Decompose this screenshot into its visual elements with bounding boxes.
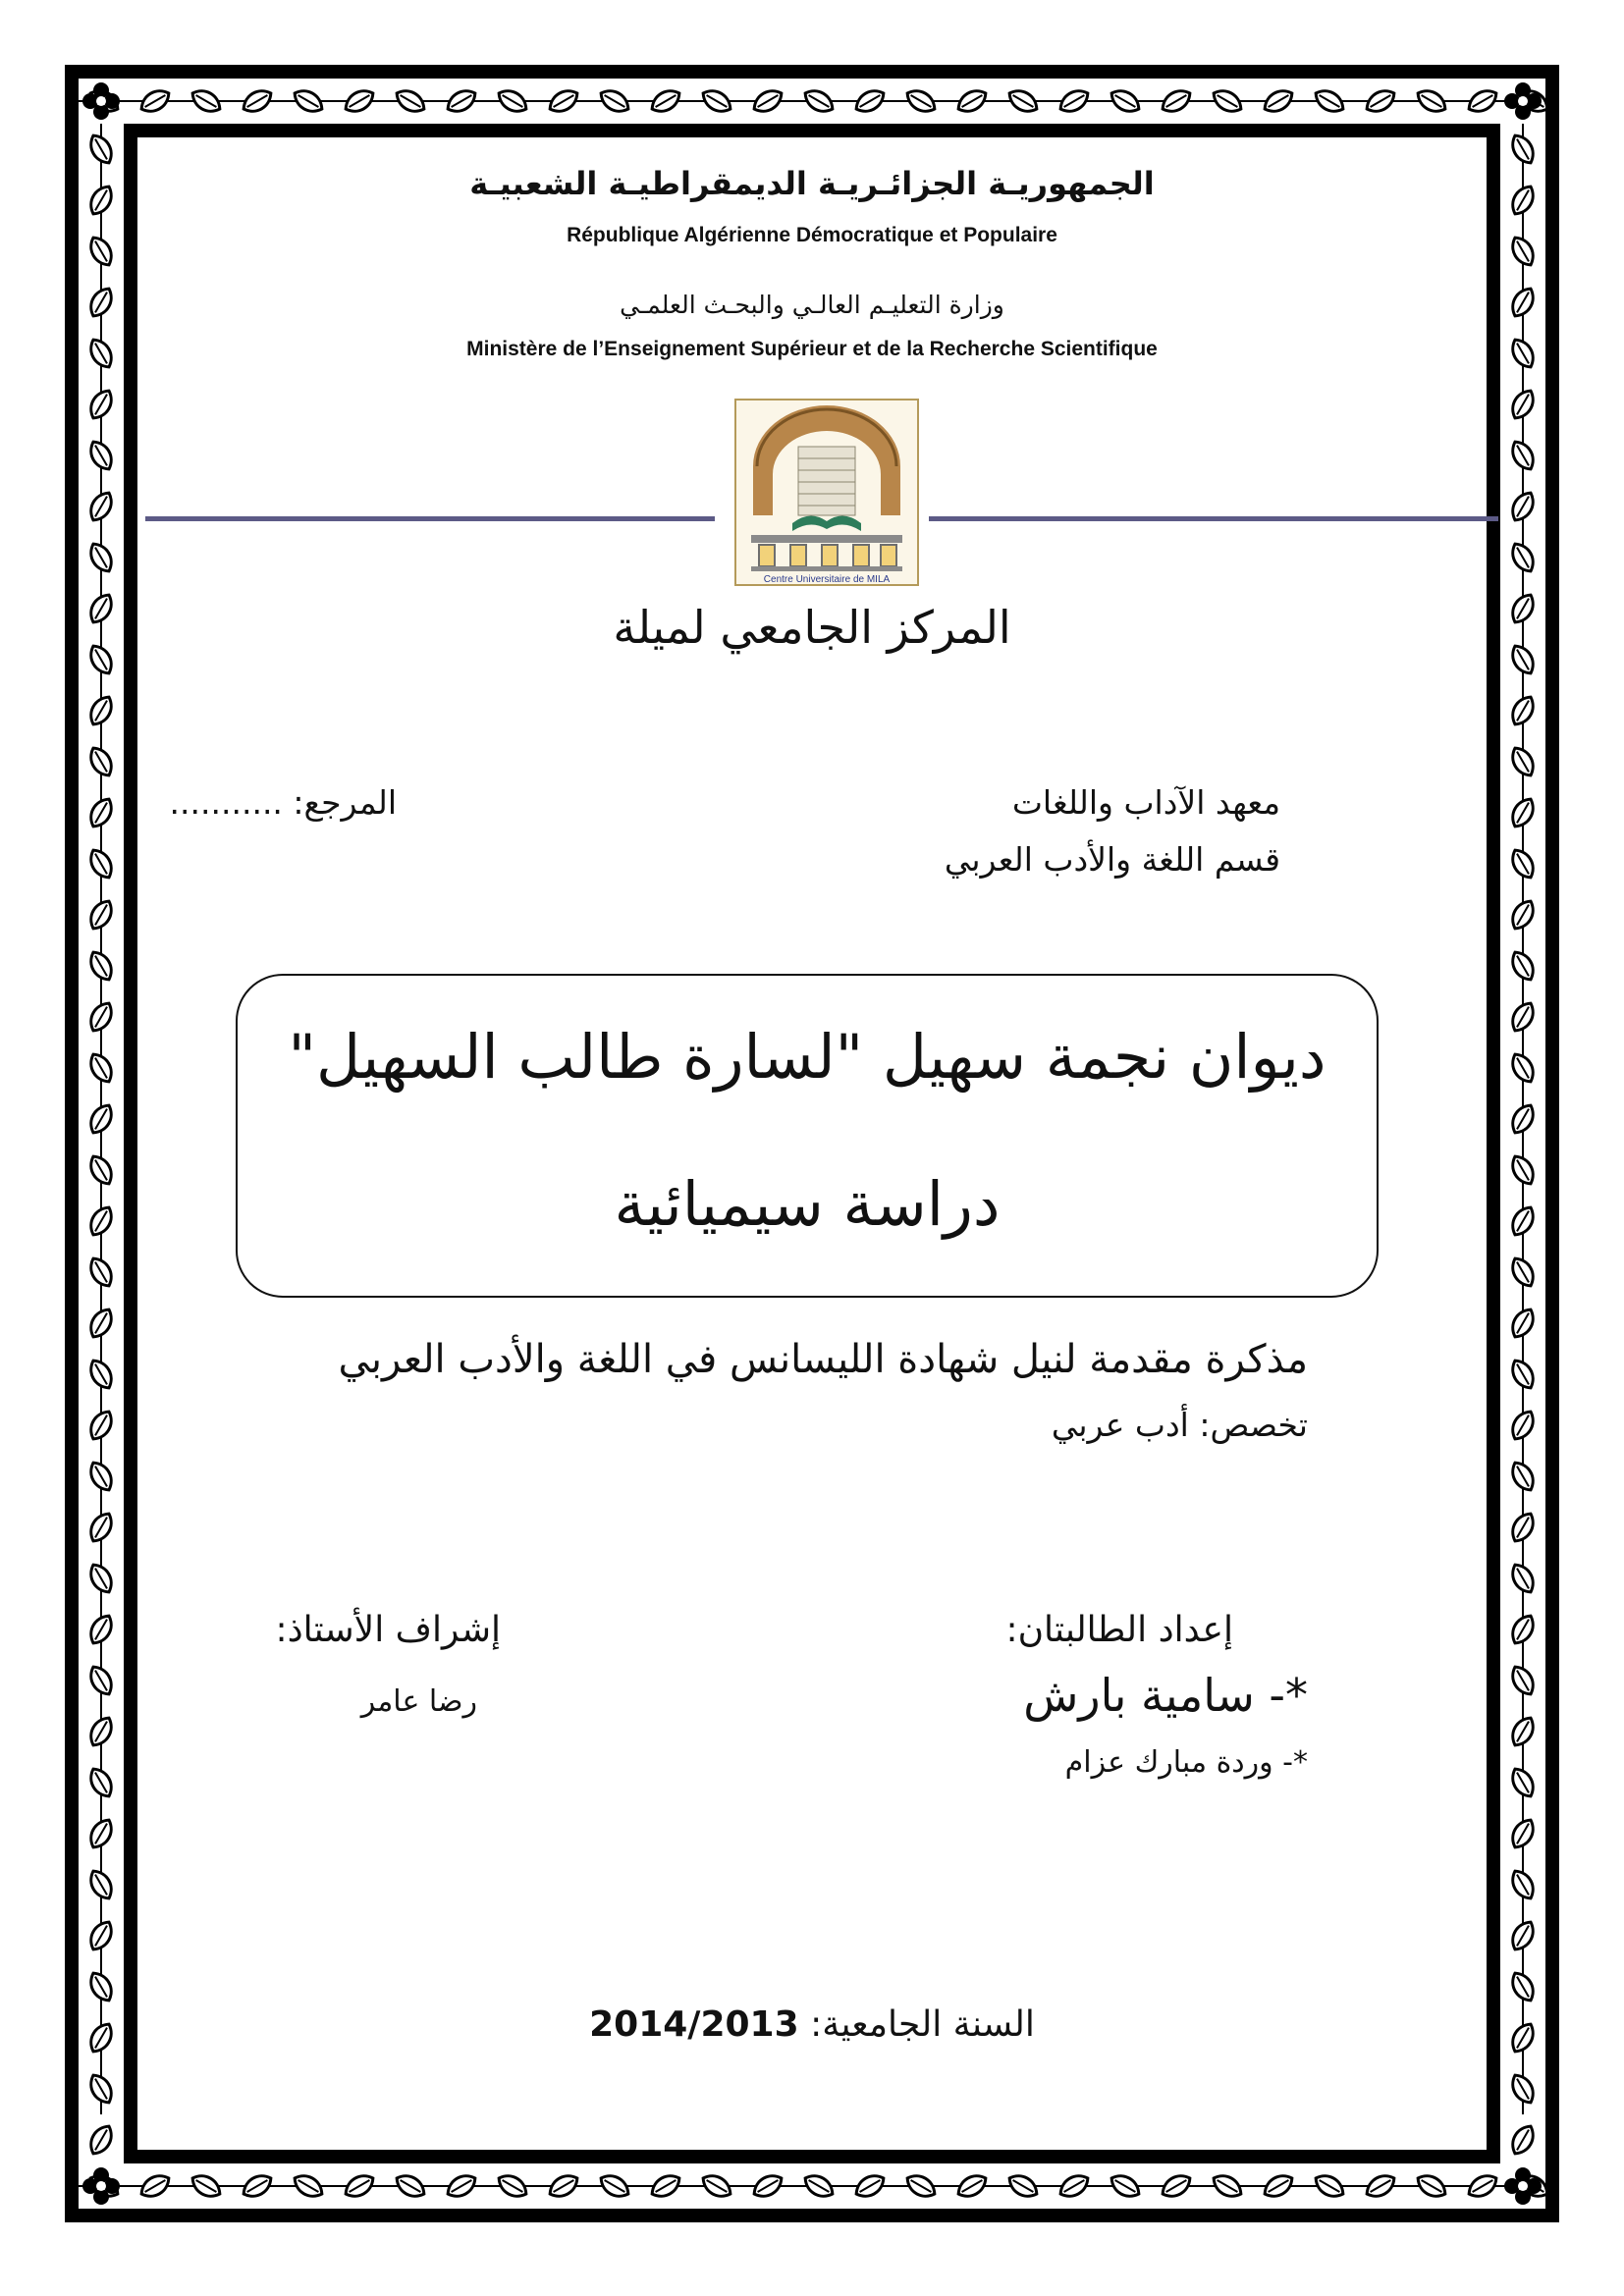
thesis-title-line1: ديوان نجمة سهيل "لسارة طالب السهيل" bbox=[288, 1021, 1326, 1093]
border-ornament-top bbox=[79, 79, 1545, 124]
academic-year-value: 2014/2013 bbox=[589, 2004, 799, 2045]
border-ornament-left bbox=[79, 124, 124, 2163]
academic-year-label: السنة الجامعية: bbox=[798, 2004, 1035, 2045]
border-ornament-bottom bbox=[79, 2163, 1545, 2209]
student-name-2: *- وردة مبارك عزام bbox=[1064, 1745, 1308, 1780]
flower-corner-icon bbox=[79, 2163, 124, 2209]
institute-name: معهد الآداب واللغات bbox=[1011, 783, 1280, 822]
ministry-fr: Ministère de l’Enseignement Supérieur et de la Recherche Scientifique bbox=[466, 338, 1158, 360]
reference-field: المرجع: ........... bbox=[169, 783, 397, 822]
flower-corner-icon bbox=[1500, 79, 1545, 124]
supervisor-name: رضا عامر bbox=[360, 1684, 477, 1719]
logo-caption: Centre Universitaire de MILA bbox=[763, 574, 891, 585]
department-name: قسم اللغة والأدب العربي bbox=[944, 840, 1280, 879]
university-center-name: المركز الجامعي لميلة bbox=[613, 601, 1011, 654]
divider-right bbox=[929, 516, 1498, 521]
thesis-specialty: تخصص: أدب عربي bbox=[1051, 1406, 1308, 1444]
academic-year bbox=[137, 2004, 1487, 2045]
ministry-ar: وزارة التعليـم العالـي والبحـث العلمـي bbox=[620, 291, 1004, 319]
republic-title-ar: الجمهوريـة الجزائـريـة الديمقراطيـة الشعبيـة bbox=[469, 165, 1155, 202]
flower-corner-icon bbox=[79, 79, 124, 124]
divider-left bbox=[145, 516, 715, 521]
supervision-label: إشراف الأستاذ: bbox=[275, 1610, 501, 1650]
republic-title-fr: République Algérienne Démocratique et Populaire bbox=[567, 224, 1057, 246]
thesis-title-line2: دراسة سيميائية bbox=[614, 1168, 1001, 1240]
border-ornament-right bbox=[1500, 124, 1545, 2163]
student-name-1: *- سامية بارش bbox=[1023, 1669, 1308, 1722]
prepared-by-label: إعداد الطالبتان: bbox=[1005, 1610, 1233, 1650]
thesis-purpose: مذكرة مقدمة لنيل شهادة الليسانس في اللغة والأدب العربي bbox=[338, 1337, 1308, 1382]
flower-corner-icon bbox=[1500, 2163, 1545, 2209]
university-logo bbox=[733, 398, 920, 587]
